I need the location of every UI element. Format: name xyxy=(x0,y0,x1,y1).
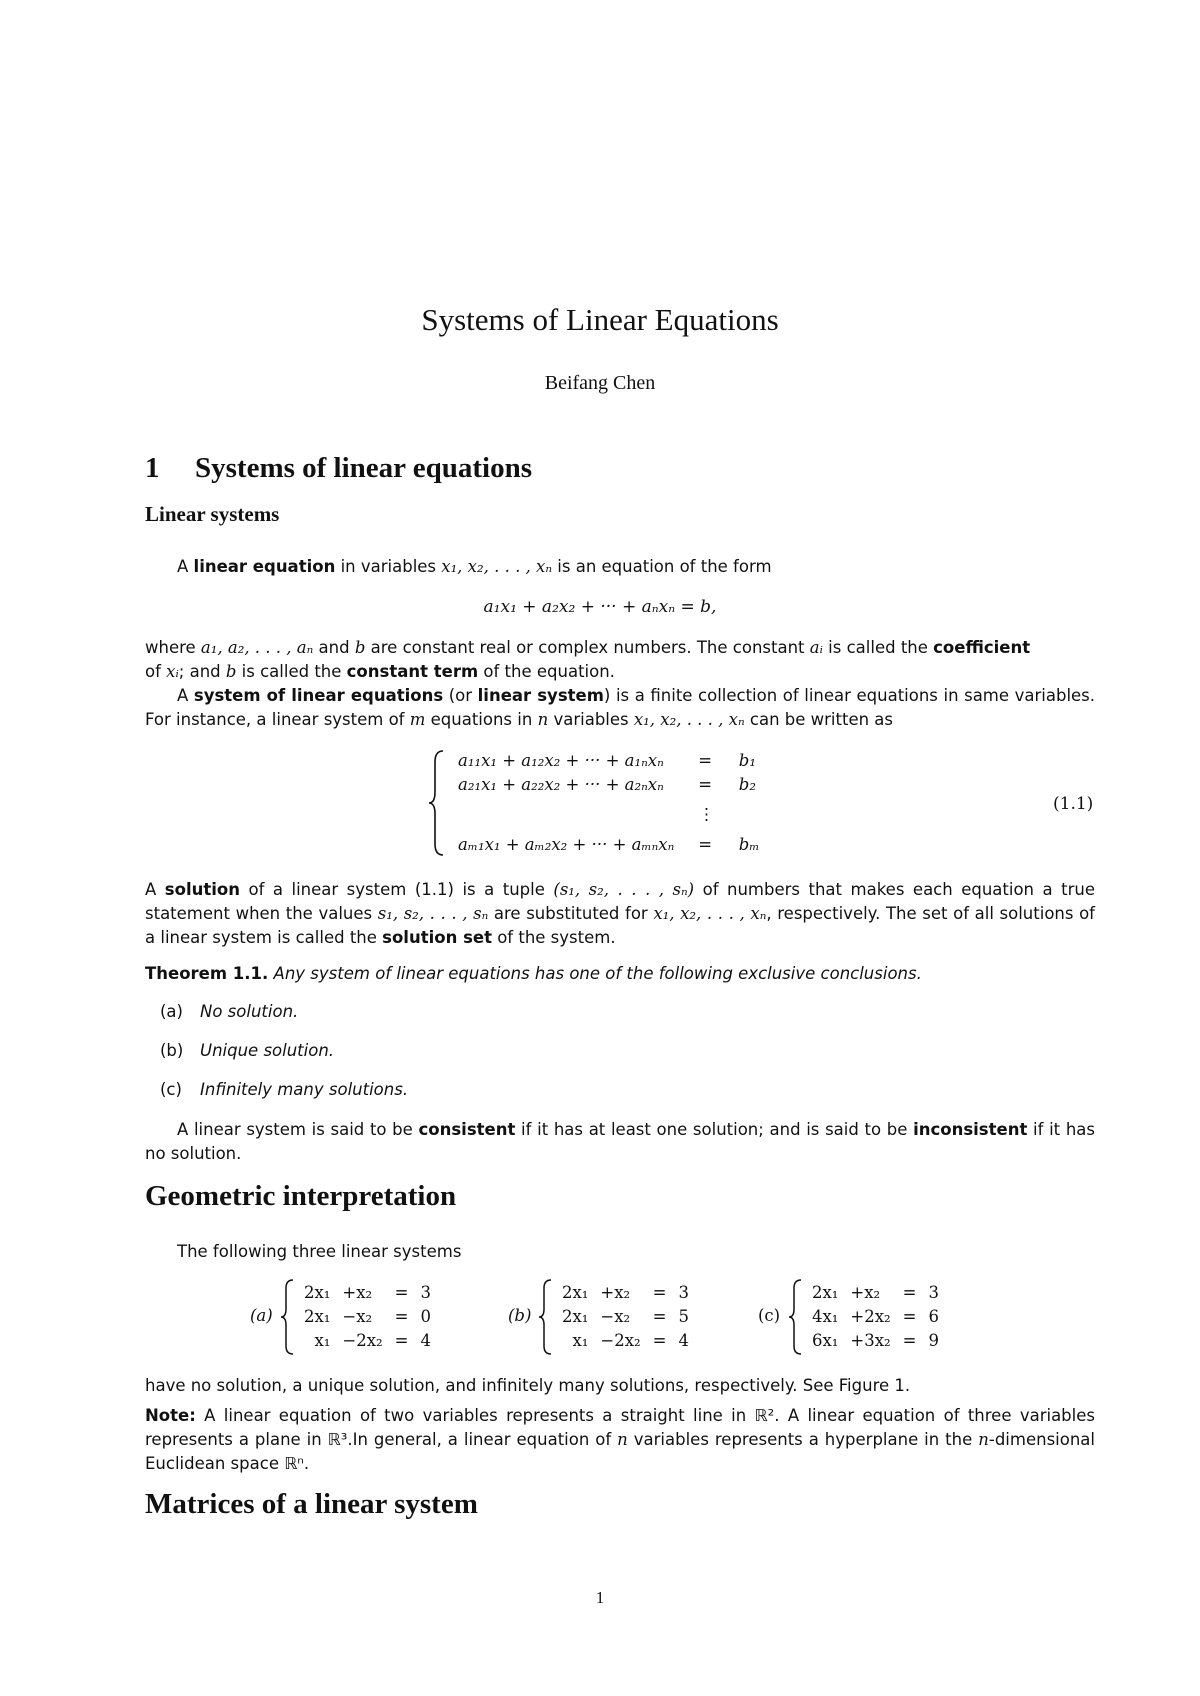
system-c xyxy=(806,1280,945,1352)
equation-general-form: a₁x₁ + a₂x₂ + ··· + aₙxₙ = b, xyxy=(483,597,717,617)
constant: 6 xyxy=(928,1306,939,1326)
section-number: 1 xyxy=(145,452,160,484)
equation-lhs: a₂₁x₁ + a₂₂x₂ + ··· + a₂ₙxₙ xyxy=(458,774,664,794)
term: 2x₁ xyxy=(812,1282,839,1302)
term-inconsistent: inconsistent xyxy=(913,1120,1028,1139)
term: +3x₂ xyxy=(850,1330,891,1350)
equation-lhs: aₘ₁x₁ + aₘ₂x₂ + ··· + aₘₙxₙ xyxy=(458,834,675,854)
constant: 4 xyxy=(420,1330,431,1350)
equals-sign: = xyxy=(902,1330,917,1350)
term: −2x₂ xyxy=(600,1330,641,1350)
general-linear-system xyxy=(452,748,765,856)
text: (or xyxy=(443,686,478,705)
text: can be written as xyxy=(744,710,894,729)
equation-number: (1.1) xyxy=(1053,794,1094,814)
math: (s₁, s₂, . . . , sₙ) xyxy=(553,880,695,899)
constant: 3 xyxy=(928,1282,939,1302)
theorem-text: Any system of linear equations has one of the following exclusive conclusions. xyxy=(273,964,922,983)
equals-sign: = xyxy=(652,1330,667,1350)
left-brace-icon xyxy=(788,1278,804,1356)
system-row-vdots xyxy=(452,796,765,832)
text: variables represents a hyperplane in the xyxy=(627,1430,979,1449)
text: -dimensional Euclidean space xyxy=(145,1430,1095,1473)
system-c-label: (c) xyxy=(758,1306,781,1325)
paragraph-systems-conclusion: have no solution, a unique solution, and infinitely many solutions, respectively. See Figure 1. xyxy=(145,1376,911,1395)
equals-sign: = xyxy=(652,1282,667,1302)
term: +2x₂ xyxy=(850,1306,891,1326)
term: −2x₂ xyxy=(342,1330,383,1350)
math: b xyxy=(354,638,366,657)
term: −x₂ xyxy=(600,1306,631,1326)
text: if it has no solution. xyxy=(145,1120,1095,1163)
equals-sign: = xyxy=(698,774,713,794)
paragraph-consistency xyxy=(145,1118,1095,1166)
term-solution-set: solution set xyxy=(382,928,492,947)
term-system-of-linear-equations: system of linear equations xyxy=(193,686,444,705)
constant: 3 xyxy=(420,1282,431,1302)
term: −x₂ xyxy=(342,1306,373,1326)
system-row xyxy=(556,1280,695,1304)
system-row xyxy=(806,1304,945,1328)
text: ; and xyxy=(178,662,226,681)
equals-sign: = xyxy=(698,750,713,770)
text: are constant real or complex numbers. The constant xyxy=(365,638,810,657)
subsection-heading-linear-systems: Linear systems xyxy=(145,502,280,526)
equals-sign: = xyxy=(698,834,713,854)
equals-sign: = xyxy=(394,1330,409,1350)
math: m xyxy=(409,710,426,729)
constant: 3 xyxy=(678,1282,689,1302)
text: A xyxy=(145,880,165,899)
list-item xyxy=(160,1080,408,1099)
system-a-label: (a) xyxy=(250,1306,273,1325)
term-consistent: consistent xyxy=(418,1120,516,1139)
text: in variables xyxy=(335,557,442,576)
constant: 0 xyxy=(420,1306,431,1326)
list-text: Infinitely many solutions. xyxy=(200,1080,409,1099)
equation-rhs: bₘ xyxy=(738,834,760,854)
list-item xyxy=(160,1002,298,1021)
constant: 4 xyxy=(678,1330,689,1350)
math: n xyxy=(978,1430,989,1449)
term: +x₂ xyxy=(600,1282,631,1302)
term: 6x₁ xyxy=(812,1330,839,1350)
text: . xyxy=(303,1454,310,1473)
text: A xyxy=(177,686,194,705)
paragraph-three-systems: The following three linear systems xyxy=(177,1242,462,1261)
term: x₁ xyxy=(314,1330,331,1350)
text: of a linear system (1.1) is a tuple xyxy=(239,880,554,899)
equals-sign: = xyxy=(902,1306,917,1326)
constant: 9 xyxy=(928,1330,939,1350)
system-row xyxy=(452,832,765,856)
text: of the system. xyxy=(491,928,616,947)
note-label: Note: xyxy=(145,1406,196,1425)
math: s₁, s₂, . . . , sₙ xyxy=(377,904,489,923)
math-r2: ℝ² xyxy=(754,1406,775,1425)
term-linear-equation: linear equation xyxy=(193,557,336,576)
math: b xyxy=(225,662,237,681)
math-variables: x₁, x₂, . . . , xₙ xyxy=(441,557,553,576)
term: 2x₁ xyxy=(562,1306,589,1326)
system-row xyxy=(298,1328,437,1352)
math: x₁, x₂, . . . , xₙ xyxy=(653,904,767,923)
list-text: No solution. xyxy=(200,1002,299,1021)
author-name: Beifang Chen xyxy=(544,372,656,394)
system-b-label: (b) xyxy=(508,1306,532,1325)
system-row xyxy=(452,772,765,796)
list-text: Unique solution. xyxy=(200,1041,335,1060)
math: xᵢ xyxy=(166,662,179,681)
system-row xyxy=(298,1304,437,1328)
text: A linear system is said to be xyxy=(177,1120,419,1139)
equals-sign: = xyxy=(394,1306,409,1326)
paragraph-linear-equation xyxy=(145,555,1095,579)
left-brace-icon xyxy=(427,748,447,858)
math-rn: ℝⁿ xyxy=(284,1454,304,1473)
system-row xyxy=(452,748,765,772)
term: 2x₁ xyxy=(562,1282,589,1302)
left-brace-icon xyxy=(538,1278,554,1356)
term: x₁ xyxy=(572,1330,589,1350)
text: .In general, a linear equation of xyxy=(347,1430,618,1449)
system-row xyxy=(556,1328,695,1352)
page-number: 1 xyxy=(595,1588,605,1607)
text: ) is a finite collection of linear equations in same variables. For instance, a linear system of xyxy=(145,686,1096,729)
text: . A linear equation of three variables represents a plane in xyxy=(145,1406,1095,1449)
math-r3: ℝ³ xyxy=(327,1430,348,1449)
term: 4x₁ xyxy=(812,1306,839,1326)
equation-rhs: b₂ xyxy=(738,774,756,794)
paragraph-coefficients xyxy=(145,636,1095,684)
term: 2x₁ xyxy=(304,1306,331,1326)
text: are substituted for xyxy=(488,904,654,923)
equals-sign: = xyxy=(652,1306,667,1326)
equals-sign: = xyxy=(394,1282,409,1302)
system-row xyxy=(806,1280,945,1304)
math: a₁, a₂, . . . , aₙ xyxy=(200,638,314,657)
text: A xyxy=(177,557,194,576)
text: of the equation. xyxy=(478,662,615,681)
equals-sign: = xyxy=(902,1282,917,1302)
text: is called the xyxy=(236,662,347,681)
system-row xyxy=(806,1328,945,1352)
section-heading-1 xyxy=(145,452,532,485)
text: of numbers that makes each equation a true statement when the values xyxy=(145,880,1095,923)
math: x₁, x₂, . . . , xₙ xyxy=(633,710,745,729)
equation-lhs: a₁₁x₁ + a₁₂x₂ + ··· + a₁ₙxₙ xyxy=(458,750,664,770)
text: if it has at least one solution; and is said to be xyxy=(515,1120,914,1139)
term-linear-system: linear system xyxy=(477,686,604,705)
text: A linear equation of two variables represents a straight line in xyxy=(195,1406,755,1425)
paragraph-note xyxy=(145,1404,1095,1476)
list-item xyxy=(160,1041,334,1060)
term-constant-term: constant term xyxy=(346,662,479,681)
term: +x₂ xyxy=(850,1282,881,1302)
list-label: (a) xyxy=(160,1002,183,1021)
theorem-1-1 xyxy=(145,962,1095,986)
left-brace-icon xyxy=(280,1278,296,1356)
section-heading-geometric-interpretation: Geometric interpretation xyxy=(145,1180,457,1212)
text: of xyxy=(145,662,167,681)
math: n xyxy=(537,710,549,729)
list-label: (c) xyxy=(160,1080,182,1099)
vertical-dots: ⋮ xyxy=(698,804,715,824)
term: +x₂ xyxy=(342,1282,373,1302)
math: aᵢ xyxy=(809,638,823,657)
system-b xyxy=(556,1280,695,1352)
term-coefficient: coefficient xyxy=(933,638,1031,657)
text: variables xyxy=(548,710,634,729)
paragraph-system-definition xyxy=(145,684,1095,732)
term-solution: solution xyxy=(164,880,240,899)
section-title: Systems of linear equations xyxy=(195,452,533,484)
constant: 5 xyxy=(678,1306,689,1326)
document-title: Systems of Linear Equations xyxy=(421,302,779,337)
paragraph-solution xyxy=(145,878,1095,950)
text: where xyxy=(145,638,201,657)
list-label: (b) xyxy=(160,1041,184,1060)
math: n xyxy=(617,1430,628,1449)
equation-rhs: b₁ xyxy=(738,750,756,770)
term: 2x₁ xyxy=(304,1282,331,1302)
system-row xyxy=(298,1280,437,1304)
system-a xyxy=(298,1280,437,1352)
section-heading-matrices: Matrices of a linear system xyxy=(145,1488,478,1520)
text: and xyxy=(313,638,355,657)
system-row xyxy=(556,1304,695,1328)
text: equations in xyxy=(425,710,538,729)
text: is called the xyxy=(822,638,934,657)
text: , respectively. The set of all solutions of a linear system is called the xyxy=(145,904,1095,947)
text: is an equation of the form xyxy=(552,557,772,576)
theorem-label: Theorem 1.1. xyxy=(145,964,269,983)
